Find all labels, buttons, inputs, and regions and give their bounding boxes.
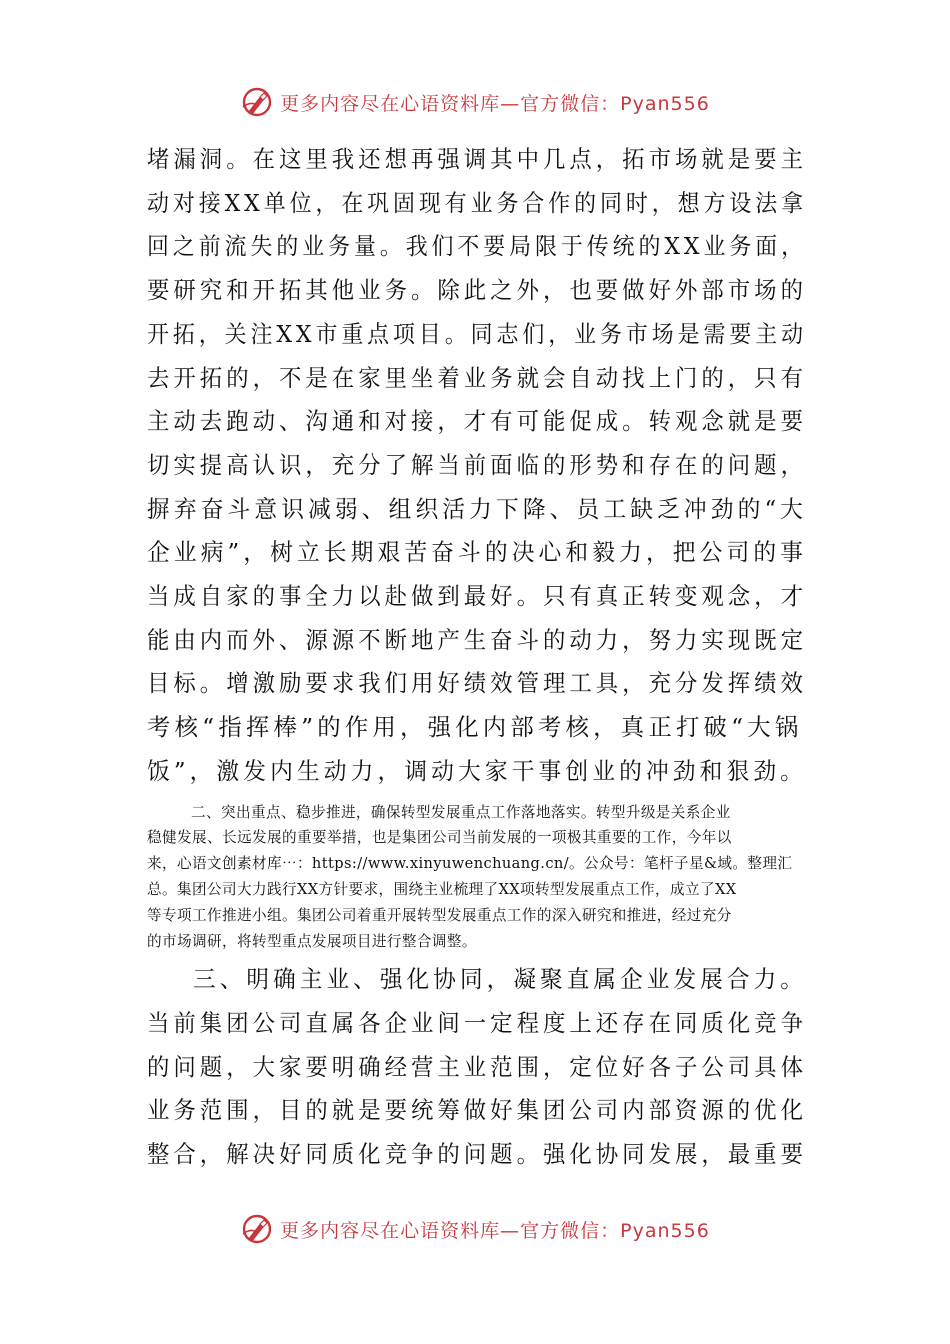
text-line: 考核“指挥棒”的作用，强化内部考核，真正打破“大锅 xyxy=(147,713,803,742)
text-line: 二、突出重点、稳步推进，确保转型发展重点工作落地落实。转型升级是关系企业 xyxy=(191,803,731,821)
text-line: 去开拓的，不是在家里坐着业务就会自动找上门的，只有 xyxy=(147,363,807,392)
text-line: 稳健发展、长远发展的重要举措，也是集团公司当前发展的一项极其重要的工作，今年以 xyxy=(147,829,732,847)
text-line: 总。集团公司大力践行XX方针要求，围绕主业梳理了XX项转型发展重点工作，成立了XX xyxy=(147,880,737,898)
text-line: 当前集团公司直属各企业间一定程度上还存在同质化竞争 xyxy=(147,1009,807,1038)
text-line: 饭”，激发内生动力，调动大家干事创业的冲劲和狠劲。 xyxy=(147,756,808,785)
text-line: 开拓，关注XX市重点项目。同志们，业务市场是需要主动 xyxy=(147,319,807,348)
text-line: 等专项工作推进小组。集团公司着重开展转型发展重点工作的深入研究和推进，经过充分 xyxy=(147,906,732,924)
text-line: 摒弃奋斗意识减弱、组织活力下降、员工缺乏冲劲的“大 xyxy=(147,494,808,523)
text-line: 能由内而外、源源不断地产生奋斗的动力，努力实现既定 xyxy=(147,625,807,654)
text-line: 主动去跑动、沟通和对接，才有可能促成。转观念就是要 xyxy=(147,407,807,436)
pen-circle-logo-icon xyxy=(240,85,274,119)
text-line: 的问题，大家要明确经营主业范围，定位好各子公司具体 xyxy=(147,1052,807,1081)
text-line: 目标。增激励要求我们用好绩效管理工具，充分发挥绩效 xyxy=(147,669,807,698)
banner-text: 更多内容尽在心语资料库—官方微信：Pyan556 xyxy=(280,1219,710,1242)
paragraph-3 xyxy=(147,958,807,1177)
header-banner xyxy=(0,82,950,122)
paragraph-2 xyxy=(147,800,807,955)
text-line: 堵漏洞。在这里我还想再强调其中几点，拓市场就是要主 xyxy=(147,145,807,173)
text-line: 业务范围，目的就是要统筹做好集团公司内部资源的优化 xyxy=(147,1096,807,1125)
text-line: 整合，解决好同质化竞争的问题。强化协同发展，最重要 xyxy=(147,1140,807,1169)
text-line: 回之前流失的业务量。我们不要局限于传统的XX业务面， xyxy=(147,232,807,261)
pen-circle-logo-icon xyxy=(240,1212,274,1246)
banner-text: 更多内容尽在心语资料库—官方微信：Pyan556 xyxy=(280,92,710,115)
footer-banner xyxy=(0,1209,950,1249)
text-line: 的市场调研，将转型重点发展项目进行整合调整。 xyxy=(147,932,477,950)
text-line: 三、明确主业、强化协同，凝聚直属企业发展合力。 xyxy=(193,965,807,994)
text-line: 当成自家的事全力以赴做到最好。只有真正转变观念，才 xyxy=(147,582,807,611)
text-line: 企业病”，树立长期艰苦奋斗的决心和毅力，把公司的事 xyxy=(147,538,808,567)
document-body xyxy=(147,138,807,1177)
text-line: 动对接XX单位，在巩固现有业务合作的同时，想方设法拿 xyxy=(147,188,807,217)
paragraph-1 xyxy=(147,138,807,794)
text-line: 来，心语文创素材库⋯：https://www.xinyuwenchuang.cn/。公众号：笔杆子星&域。整理汇 xyxy=(147,855,793,873)
text-line: 要研究和开拓其他业务。除此之外，也要做好外部市场的 xyxy=(147,276,807,305)
text-line: 切实提高认识，充分了解当前面临的形势和存在的问题， xyxy=(147,450,807,479)
